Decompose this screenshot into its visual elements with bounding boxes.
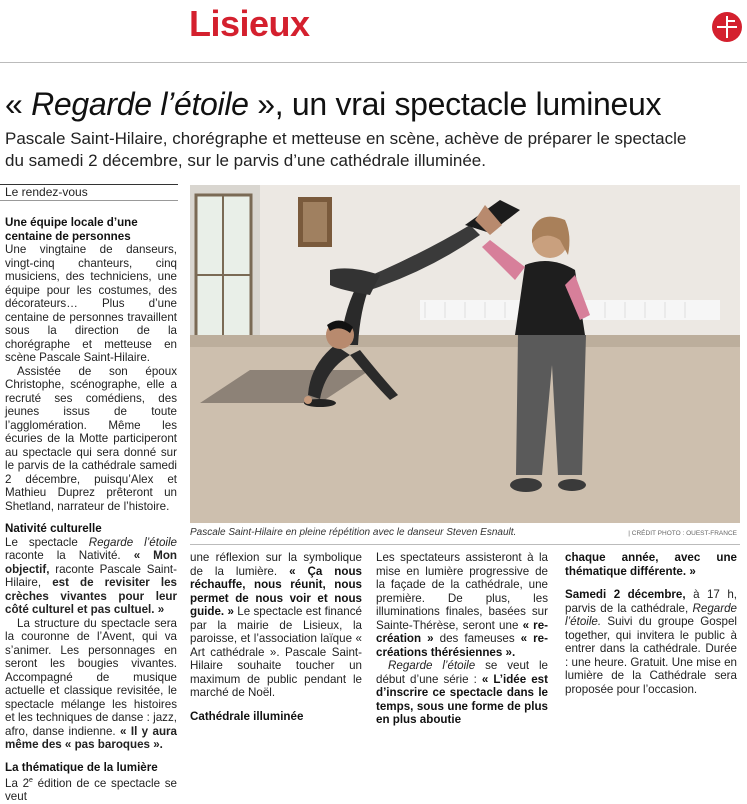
section-divider-bottom [0,200,178,201]
article-headline: « Regarde l’étoile », un vrai spectacle lumineux [5,86,662,122]
section-label: Le rendez-vous [5,185,88,199]
photo-credit: | CRÉDIT PHOTO : OUEST-FRANCE [628,530,737,537]
paragraph: une réflexion sur la symbolique de la lumière. « Ça nous réchauffe, nous réunit, nous permet de nous voir et nous guide. » Le spectacle est financé par la mairie de Lisieux, la paroisse, et l’association laïque « Art cathédrale ». Pascale Saint-Hilaire souhaite toucher un maximum de public pendant le marché de Noël. [190,551,362,699]
newspaper-logo-icon [712,12,742,42]
paragraph: Regarde l’étoile se veut le début d’une série : « L’idée est d’inscrire ce spectacle dans le temps, sous une forme de plus en plus aboutie [376,659,548,726]
subheading: Cathédrale illuminée [190,709,304,723]
page-header [0,0,747,52]
photo-caption: Pascale Saint-Hilaire en pleine répétition avec le danseur Steven Esnault. [190,527,517,538]
subheading: Une équipe locale d’une centaine de personnes [5,216,138,243]
paragraph: La structure du spectacle sera la couronne de l’Avent, qui va s’animer. Les personnages en seront les bougies vivantes. Accompagné de musique actuelle et classique revisitée, le spectacle mélange les histoires et les techniques de danse : jazz, afro, danse indienne. « Il y aura même des « pas baroques ». [5,616,177,751]
article-photo [190,185,740,523]
paragraph: La 2e édition de ce spectacle se veut [5,776,177,804]
paragraph: Les spectateurs assisteront à la mise en lumière progressive de la façade de la cathédrale, une première. De plus, les illuminations finales, basées sur Sainte-Thérèse, seront une « re-création » des fameuses « re-créations thérésiennes ». [376,551,548,659]
event-info: Samedi 2 décembre, à 17 h, parvis de la cathédrale, Regarde l’étoile. Suivi du groupe Gospel together, qui invitera le public à entrer dans la cathédrale. Durée : une heure. Gratuit. Une mise en lumière de la Cathédrale sera proposée pour l’occasion. [565,588,737,696]
city-title: Lisieux [189,3,310,44]
paragraph: Le spectacle Regarde l’étoile raconte la Nativité. « Mon objectif, raconte Pascale Saint-Hilaire, est de revisiter les crèches vivantes pour leur côté culturel et pas cultuel. » [5,535,177,616]
header-divider [0,62,747,63]
article-lead: Pascale Saint-Hilaire, chorégraphe et metteuse en scène, achève de préparer le spectacle du samedi 2 décembre, sur le parvis d’une cathédrale illuminée. [5,129,687,170]
paragraph: Assistée de son époux Christophe, scénographe, elle a recruté ses comédiens, des jeunes issus de toute l’agglomération. Même les écuries de la Motte participeront au spectacle qui sera donné sur le parvis de la cathédrale samedi 2 décembre, puisqu’Alex et Mathieu Duprez prêteront un Shetland, narrateur de l’histoire. [5,364,177,513]
paragraph: Une vingtaine de danseurs, vingt-cinq chanteurs, cinq musiciens, des techniciens, une équipe pour les costumes, des décorateurs… Plus d’une centaine de personnes travaillent sous la direction de la chorégraphe et metteuse en scène Pascale Saint-Hilaire. [5,243,177,364]
article-column-3 [376,551,548,727]
paragraph: chaque année, avec une thématique différente. » [565,551,737,578]
subheading: Nativité culturelle [5,522,102,535]
caption-divider [190,544,740,545]
subheading: La thématique de la lumière [5,760,158,774]
article-column-2 [190,551,362,723]
article-column-4 [565,551,737,696]
